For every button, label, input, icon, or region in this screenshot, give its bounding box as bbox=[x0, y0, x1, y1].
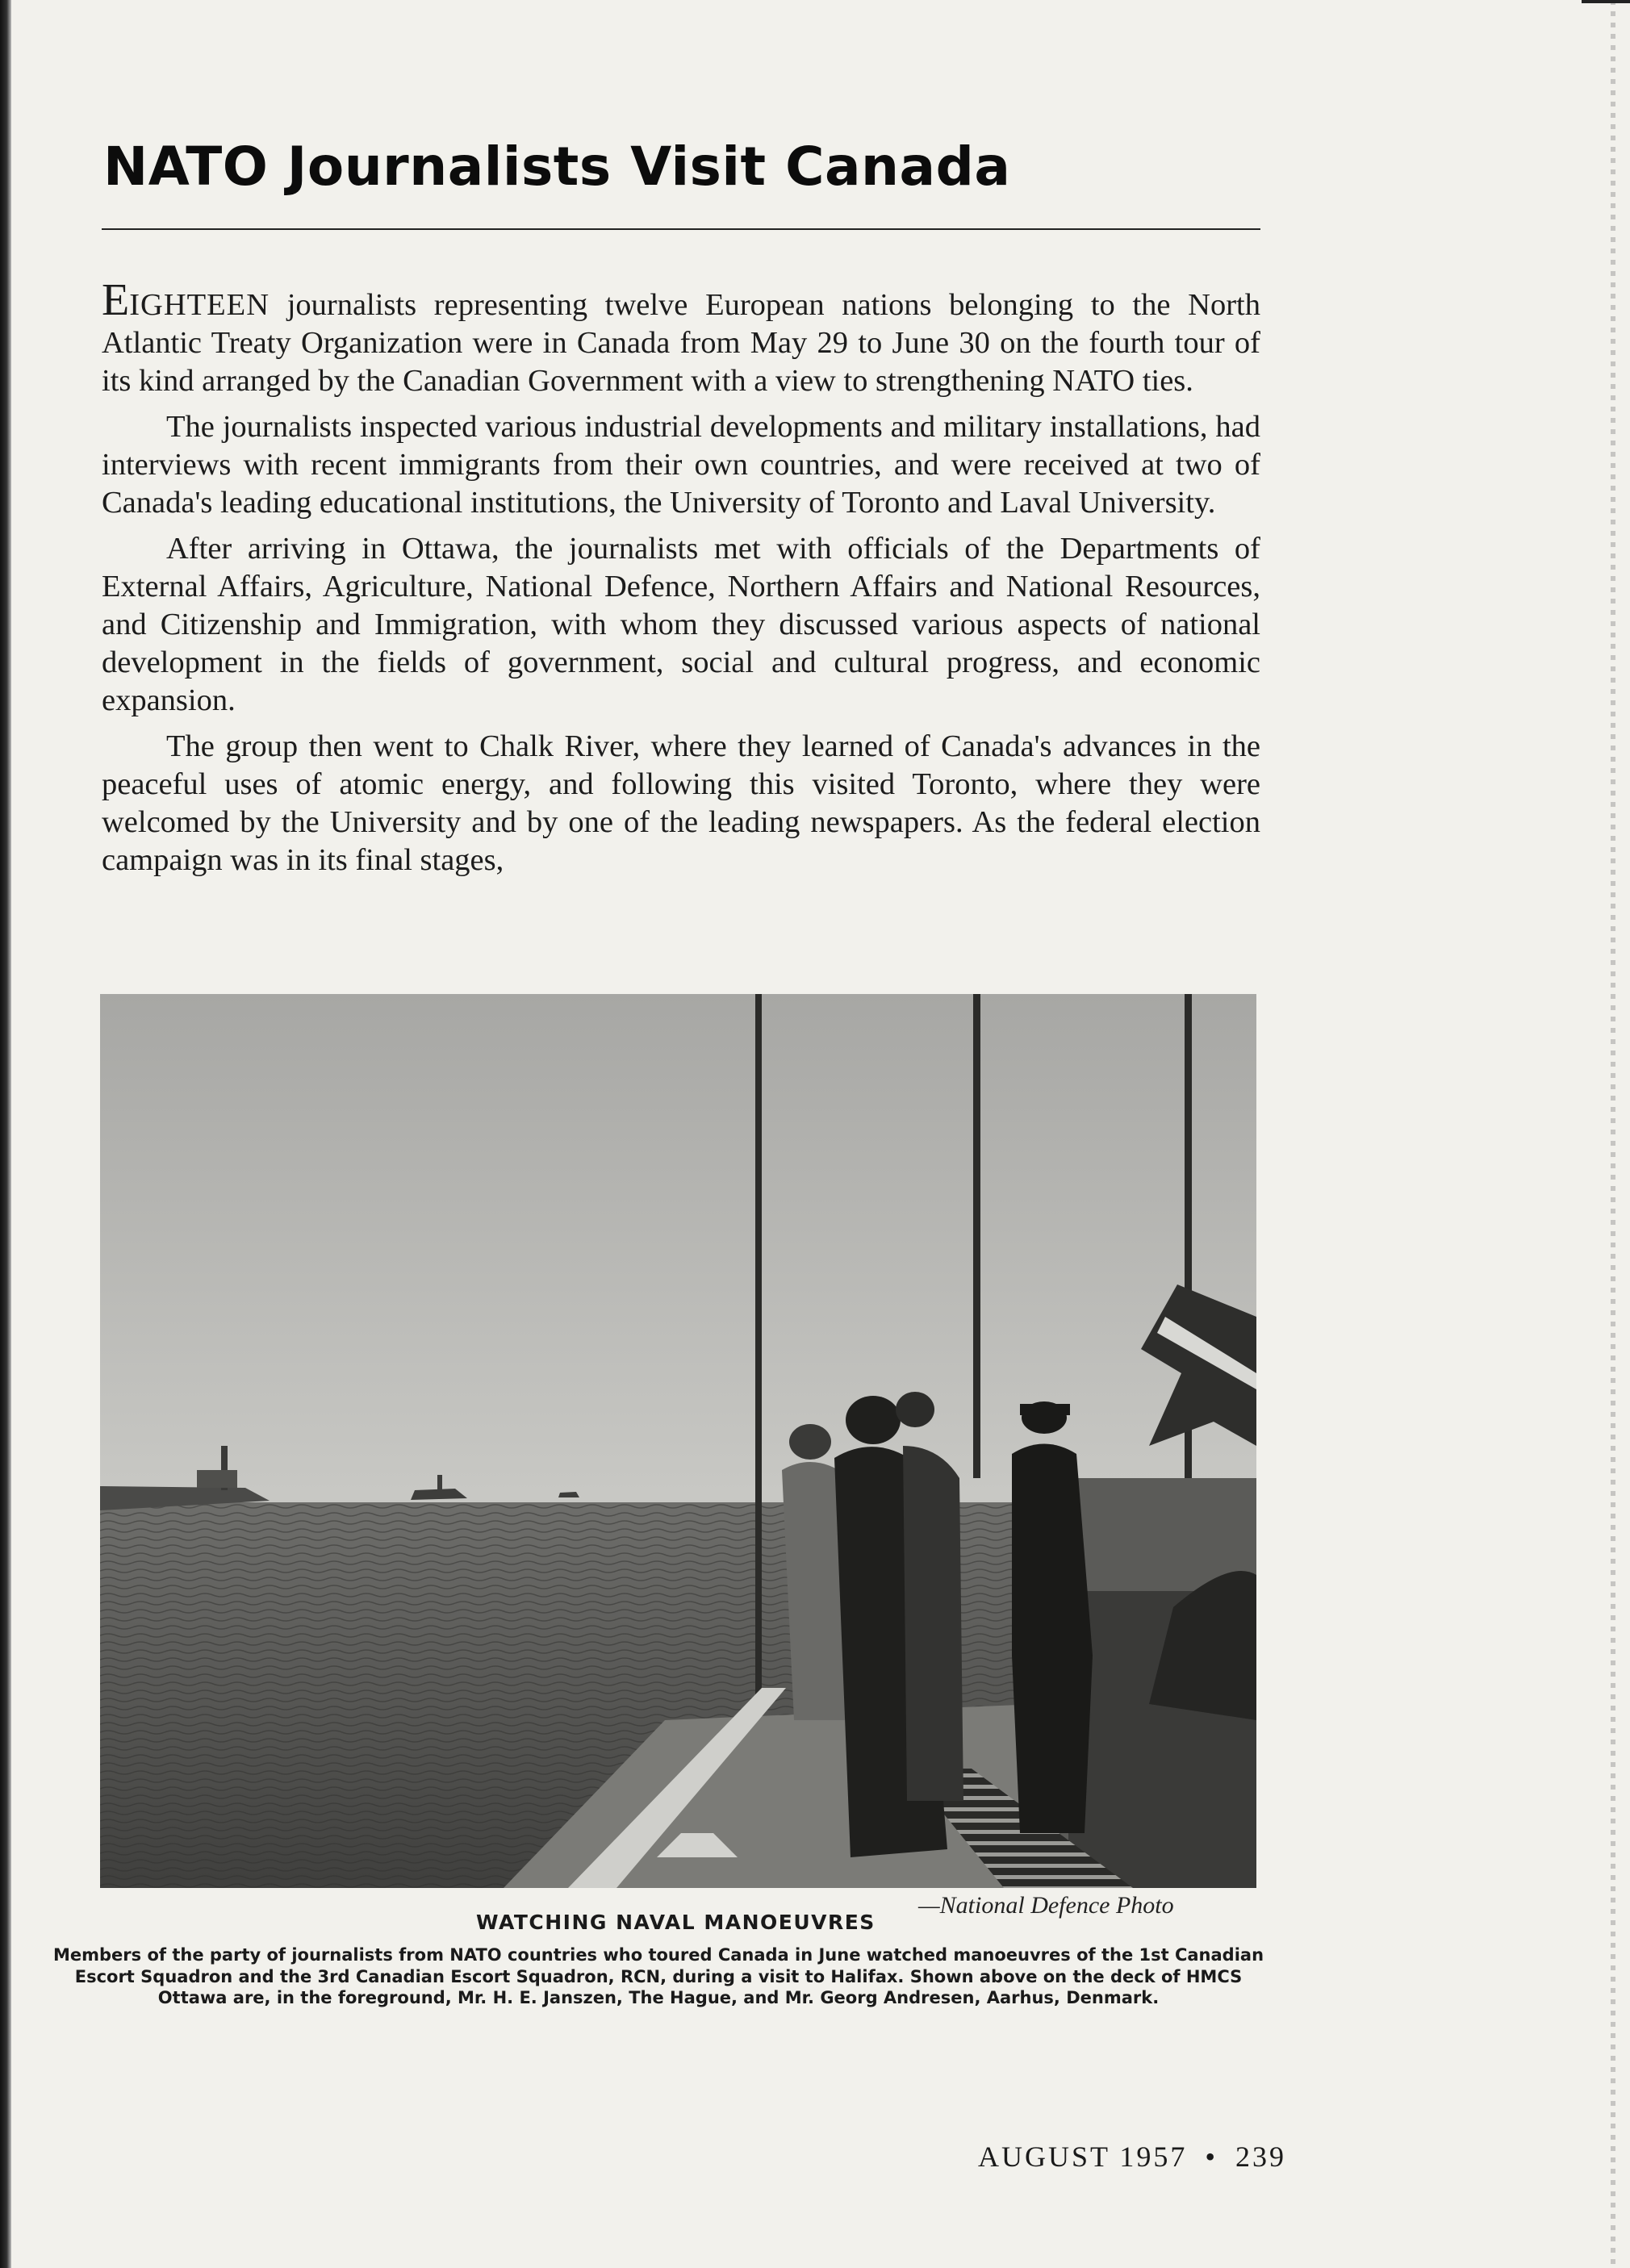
caption-body: Members of the party of journalists from NATO countries who toured Canada in June watched manoeuvres of the 1st Canadian Escort Squadron and the 3rd Canadian Escort Squadron, RCN, during a visit to Halifax. Shown above on the deck of HMCS Ottawa are, in the foreground, Mr. H. E. Janszen, The Hague, and Mr. Georg Andresen, Aarhus, Denmark. bbox=[53, 1945, 1264, 2007]
sky bbox=[100, 994, 1256, 1510]
caption-title: WATCHING NAVAL MANOEUVRES bbox=[476, 1911, 876, 1934]
naval-photo bbox=[100, 994, 1256, 1888]
photo-credit: —National Defence Photo bbox=[918, 1892, 1174, 1919]
page-edge-shadow bbox=[0, 0, 11, 2268]
paragraph-1 bbox=[102, 275, 1260, 400]
article-body bbox=[102, 275, 1260, 888]
page-number: 239 bbox=[1235, 2141, 1286, 2173]
footer-separator: • bbox=[1205, 2141, 1218, 2173]
paragraph-4: The group then went to Chalk River, where they learned of Canada's advances in the peaceful uses of atomic energy, and following this visited Toronto, where they were welcomed by the University and by one of the leading newspapers. As the federal election campaign was in its final stages, bbox=[102, 729, 1260, 877]
headline-rule bbox=[102, 228, 1260, 230]
page-footer bbox=[978, 2140, 1286, 2174]
corner-mark bbox=[1582, 0, 1630, 3]
paragraph-3: After arriving in Ottawa, the journalists met with officials of the Departments of External Affairs, Agriculture, National Defence, Northern Affairs and National Resources, and Citizenship and Immigration, with whom they discussed various aspects of national development in the fields of government, social and cultural progress, and economic expansion. bbox=[102, 532, 1260, 717]
paragraph-2: The journalists inspected various industrial developments and military installations, had interviews with recent immigrants from their own countries, and were received at two of Canada's leading educational institutions, the University of Toronto and Laval University. bbox=[102, 410, 1260, 520]
mast-1 bbox=[755, 994, 762, 1809]
paragraph-1-text: journalists representing twelve European nations belonging to the North Atlantic Treaty Organization were in Canada from May 29 to June 30 on the fourth tour of its kind arranged by the Canadian Government with a view to strengthening NATO ties. bbox=[102, 288, 1260, 398]
lead-word: IGHTEEN bbox=[129, 288, 270, 322]
issue-date: AUGUST 1957 bbox=[978, 2141, 1188, 2173]
distant-ship-3 bbox=[558, 1492, 579, 1497]
drop-cap: E bbox=[102, 275, 130, 325]
page-edge-dots bbox=[1611, 0, 1615, 2268]
mast-2 bbox=[973, 994, 980, 1478]
article-headline: NATO Journalists Visit Canada bbox=[103, 136, 1011, 198]
